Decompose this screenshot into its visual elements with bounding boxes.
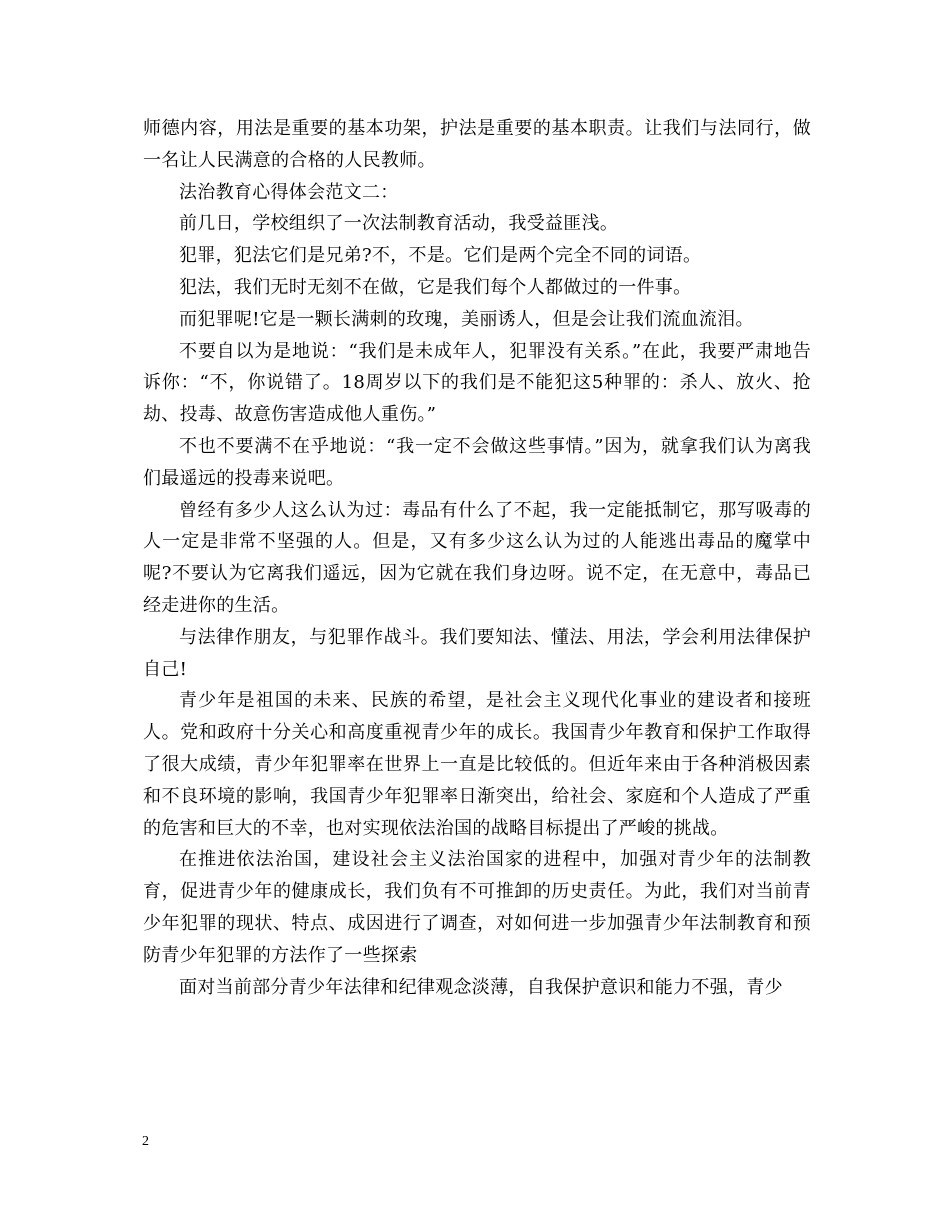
paragraph: 师德内容，用法是重要的基本功架，护法是重要的基本职责。让我们与法同行，做一名让人民满意的合格的人民教师。	[143, 118, 811, 171]
paragraph: 犯法，我们无时无刻不在做，它是我们每个人都做过的一件事。	[179, 276, 692, 298]
paragraph: 而犯罪呢!它是一颗长满刺的玫瑰，美丽诱人，但是会让我们流血流泪。	[179, 308, 754, 330]
paragraph: 面对当前部分青少年法律和纪律观念淡薄，自我保护意识和能力不强，青少	[179, 976, 783, 998]
paragraph: 在推进依法治国，建设社会主义法治国家的进程中，加强对青少年的法制教育，促进青少年的健康成长，我们负有不可推卸的历史责任。为此，我们对当前青少年犯罪的现状、特点、成因进行了调查，对如何进一步加强青少年法制教育和预防青少年犯罪的方法作了一些探索	[143, 849, 811, 966]
paragraph: 青少年是祖国的未来、民族的希望，是社会主义现代化事业的建设者和接班人。党和政府十分关心和高度重视青少年的成长。我国青少年教育和保护工作取得了很大成绩，青少年犯罪率在世界上一直是比较低的。但近年来由于各种消极因素和不良环境的影响，我国青少年犯罪率日渐突出，给社会、家庭和个人造成了严重的危害和巨大的不幸，也对实现依法治国的战略目标提出了严峻的挑战。	[143, 690, 811, 839]
paragraph: 不要自以为是地说：“我们是未成年人，犯罪没有关系。”在此，我要严肃地告诉你：“不，你说错了。18周岁以下的我们是不能犯这5种罪的：杀人、放火、抢劫、投毒、故意伤害造成他人重伤。”	[143, 340, 811, 426]
page-number: 2	[142, 1134, 149, 1149]
paragraph: 前几日，学校组织了一次法制教育活动，我受益匪浅。	[179, 213, 619, 235]
document-body	[143, 113, 811, 1003]
paragraph: 犯罪，犯法它们是兄弟?不，不是。它们是两个完全不同的词语。	[179, 245, 702, 267]
paragraph: 与法律作朋友，与犯罪作战斗。我们要知法、懂法、用法，学会利用法律保护自己!	[143, 626, 811, 680]
paragraph: 曾经有多少人这么认为过：毒品有什么了不起，我一定能抵制它，那写吸毒的人一定是非常不坚强的人。但是，又有多少这么认为过的人能逃出毒品的魔掌中呢?不要认为它离我们遥远，因为它就在我们身边呀。说不定，在无意中，毒品已经走进你的生活。	[143, 499, 811, 616]
section-heading: 法治教育心得体会范文二：	[179, 181, 399, 203]
paragraph: 不也不要满不在乎地说：“我一定不会做这些事情。”因为，就拿我们认为离我们最遥远的投毒来说吧。	[143, 435, 811, 489]
